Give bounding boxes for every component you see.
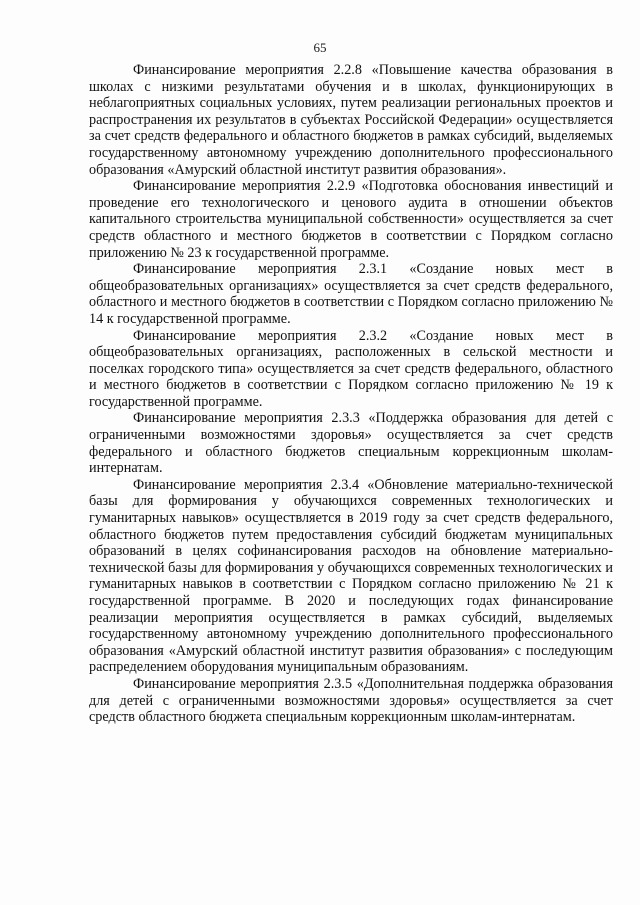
document-body [89,62,613,726]
paragraph-2-3-5: Финансирование мероприятия 2.3.5 «Дополнительная поддержка образования для детей с ограниченными возможностями здоровья» осуществляется за счет средств областного бюджета специальным коррекционным школам-интернатам. [89,675,613,726]
paragraph-2-3-2: Финансирование мероприятия 2.3.2 «Создание новых мест в общеобразовательных организациях, расположенных в сельской местности и поселках городского типа» осуществляется за счет средств федерального, областного и местного бюджетов в соответствии с Порядком согласно приложению № 19 к государственной программе. [89,327,613,410]
paragraph-2-3-4: Финансирование мероприятия 2.3.4 «Обновление материально-технической базы для формирования у обучающихся современных технологических и гуманитарных навыков» осуществляется в 2019 году за счет средств федерального, областного бюджетов путем предоставления субсидий бюджетам муниципальных образований в целях софинансирования расходов на обновление материально-технической базы для формирования у обучающихся современных технологических и гуманитарных навыков в соответствии с Порядком согласно приложению № 21 к государственной программе. В 2020 и последующих годах финансирование реализации мероприятия осуществляется в рамках субсидий, выделяемых государственному автономному учреждению дополнительного профессионального образования «Амурский областной институт развития образования» с последующим распределением оборудования муниципальным образованиям. [89,476,613,676]
paragraph-2-3-3: Финансирование мероприятия 2.3.3 «Поддержка образования для детей с ограниченными возможностями здоровья» осуществляется за счет средств федерального и областного бюджетов специальным коррекционным школам-интернатам. [89,410,613,477]
paragraph-2-2-9: Финансирование мероприятия 2.2.9 «Подготовка обоснования инвестиций и проведение его технологического и ценового аудита в отношении объектов капитального строительства муниципальной собственности» осуществляется за счет средств областного и местного бюджетов в соответствии с Порядком согласно приложению № 23 к государственной программе. [89,178,613,261]
paragraph-2-3-1: Финансирование мероприятия 2.3.1 «Создание новых мест в общеобразовательных организациях» осуществляется за счет средств федерального, областного и местного бюджетов в соответствии с Порядком согласно приложению № 14 к государственной программе. [89,261,613,327]
paragraph-2-2-8: Финансирование мероприятия 2.2.8 «Повышение качества образования в школах с низкими результатами обучения и в школах, функционирующих в неблагоприятных социальных условиях, путем реализации региональных проектов и распространения их результатов в субъектах Российской Федерации» осуществляется за счет средств федерального и областного бюджетов в рамках субсидий, выделяемых государственному автономному учреждению дополнительного профессионального образования «Амурский областной институт развития образования». [89,62,613,178]
page-number: 65 [313,40,327,55]
